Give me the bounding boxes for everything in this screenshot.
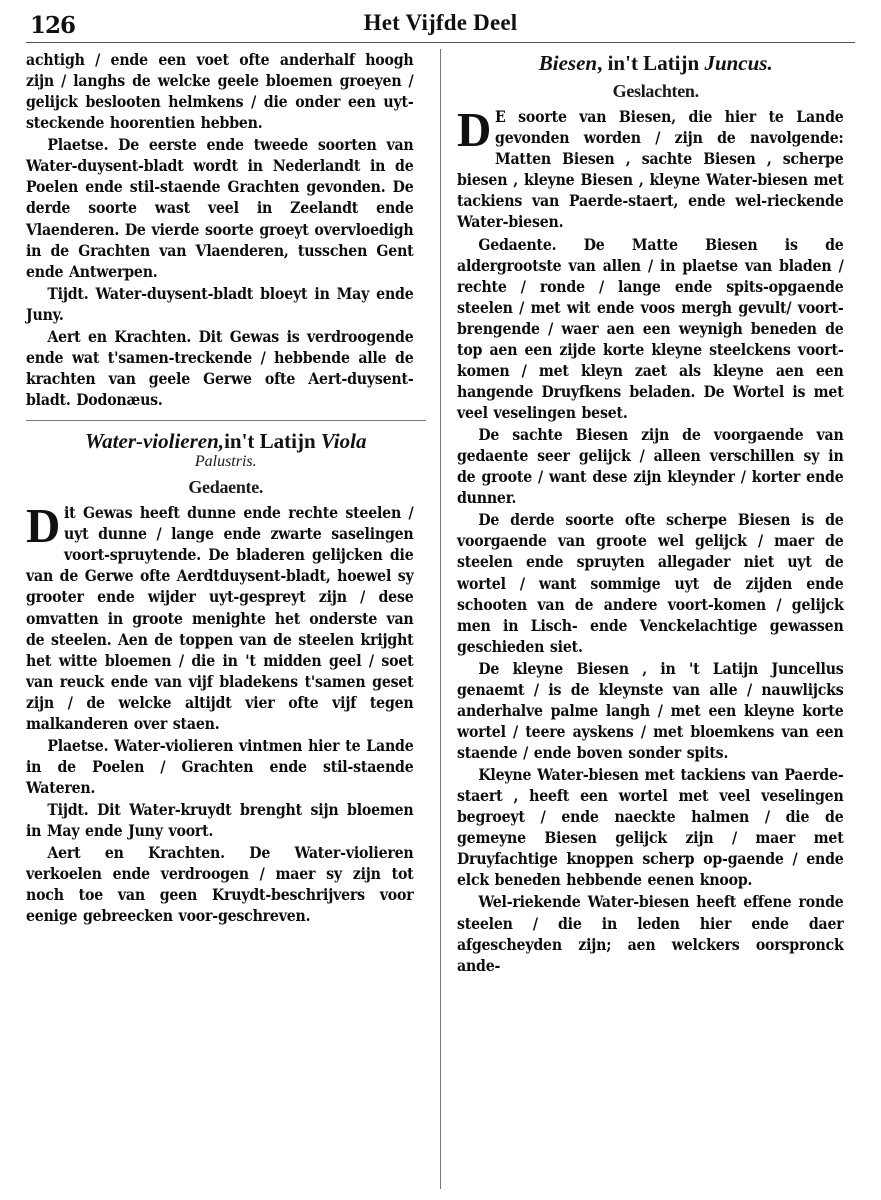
plant-latin-name-biesen: Juncus. xyxy=(704,51,773,75)
running-title: Het Vijfde Deel xyxy=(363,10,518,35)
paragraph-plaetse-2 xyxy=(26,735,414,798)
paragraph-sachte-biesen: De sachte Biesen zijn de voorgaende van gedaente seer gelijck / alleen verschillen sy in de groote / want dese zijn kleynder / korter ende dunner. xyxy=(456,425,844,508)
drop-cap: D xyxy=(26,498,61,554)
paragraph-kleyne-biesen: De kleyne Biesen , in 't Latijn Juncellus genaemt / is de kleynste van alle / nauwlijcks anderhalve palme langh / met een kleyne korte wortel / teere ayskens / met bloemkens van een staende / ende boven sonder spits. xyxy=(456,658,844,763)
section-text-gedaente-right: De Matte Biesen is de aldergrootste van allen / in plaetse van bladen / rechte / ronde / lange ende spits-opgaende steelen / met wit ende voos mergh gevult/ voort-brengende / waer aen een weynigh beneden de top aen een zijde korte kleyne steelckens voort-komen / met kleyn zaet als kleyne aen een hangende Druyfkens beladen. De Wortel is met veel veselingen beset. xyxy=(456,234,844,423)
plant-name-connector-biesen: , in't Latijn xyxy=(597,51,700,75)
paragraph-aert-en-krachten-2 xyxy=(26,842,414,926)
plant-name: Water-violieren, xyxy=(85,429,225,454)
paragraph-wel-riekende-water-biesen: Wel-riekende Water-biesen heeft effene ronde steelen / die in leden hier ende daer afgescheyden zijn; aen welckers oorspronck ande- xyxy=(456,892,844,975)
paragraph-gedaente-body xyxy=(26,498,414,734)
plant-name-biesen: Biesen xyxy=(538,51,598,75)
plant-latin-name: Viola xyxy=(320,429,367,454)
subheading-geslachten: Geslachten. xyxy=(612,81,699,102)
section-divider xyxy=(26,420,426,421)
page-header xyxy=(26,10,855,40)
geslachten-body-text: E soorte van Biesen, die hier te Lande gevonden worden / zijn de navolgende: Matten Biesen , sachte Biesen , scherpe biesen , kleyne Biesen , kleyne Water-biesen met tackiens van Paerde-staert, ende wel-rieckende Water-biesen. xyxy=(456,107,844,232)
left-column xyxy=(26,49,441,1189)
plant-heading-water-violieren xyxy=(26,429,426,453)
right-column xyxy=(441,49,856,1189)
drop-cap-right: D xyxy=(456,102,491,158)
plant-latin-name-second: Palustris. xyxy=(194,453,257,471)
plant-name-connector: in't Latijn xyxy=(224,429,316,454)
paragraph-aert-en-krachten xyxy=(26,326,414,410)
section-label-gedaente-right: Gedaente. xyxy=(477,234,556,254)
section-text-plaetse-2: Water-violieren vintmen hier te Lande in de Poelen / Grachten ende stil-staende Wateren. xyxy=(26,735,414,798)
section-text-tijdt-2: Dit Water-kruydt brenght sijn bloemen in May ende Juny voort. xyxy=(26,800,414,841)
paragraph-tijdt-2 xyxy=(26,799,414,841)
section-label-tijdt: Tijdt. xyxy=(47,283,89,303)
section-label-plaetse-2: Plaetse. xyxy=(47,735,109,755)
paragraph-plaetse xyxy=(26,134,414,281)
section-text-plaetse: De eerste ende tweede soorten van Water-duysent-bladt wordt in Nederlandt in de Poelen ende stil-staende Grachten gevonden. De derde soorte wast veel in Zeelandt ende Vlaenderen. De vierde soorte groeyt overvloedigh in de Grachten van Vlaenderen, tusschen Gent ende Antwerpen. xyxy=(26,135,414,281)
section-text-tijdt: Water-duysent-bladt bloeyt in May ende Juny. xyxy=(26,283,414,324)
paragraph-geslachten-body xyxy=(456,102,844,232)
continued-paragraph: achtigh / ende een voet ofte anderhalf hoogh zijn / langhs de welcke geele bloemen groeyen / gelijck beslooten helmkens / die onder een uyt-steckende hoorentien hebben. xyxy=(26,50,414,133)
section-label-plaetse: Plaetse. xyxy=(47,135,109,155)
section-label-aert-2: Aert en Krachten. xyxy=(47,843,225,863)
subheading-gedaente: Gedaente. xyxy=(188,477,264,498)
paragraph-tijdt xyxy=(26,283,414,325)
text-columns xyxy=(26,42,855,1189)
gedaente-body-text: it Gewas heeft dunne ende rechte steelen / uyt dunne / lange ende zwarte saselingen voort-spruytende. De bladeren gelijcken die van de Gerwe ofte Aerdtduysent-bladt, hoewel sy grooter ende wijder uyt-gespreyt zijn / dese omvatten in groote menighte het onderste van de steelen. Aen de toppen van de steelen krijght het witte bloemen / die in 't midden geel / soet van reuck ende van vijf bladekens t'samen geset zijn / de welcke altijdt vier ofte vijf tegen malkanderen over staen. xyxy=(26,503,414,733)
section-label-tijdt-2: Tijdt. xyxy=(47,800,89,820)
section-text-aert: Dit Gewas is verdroogende ende wat t'samen-treckende / hebbende alle de krachten van geele Gerwe ofte Aert-duysent-bladt. Dodonæus. xyxy=(26,326,414,409)
paragraph-scherpe-biesen: De derde soorte ofte scherpe Biesen is de voorgaende van groote wel gelijck / maer de steelen ende spruyten allegader niet uyt de wortel / want sommige uyt de zijden ende schooten van de andere voort-komen / gelijck men in Lisch- ende Venckelachtige gewassen geschieden siet. xyxy=(456,510,844,656)
paragraph-gedaente-matte-biesen xyxy=(457,234,844,424)
plant-heading-biesen xyxy=(457,51,856,75)
paragraph-kleyne-water-biesen: Kleyne Water-biesen met tackiens van Paerde-staert , heeft een wortel met veel veselingen begroeyt / ende naeckte halmen / die de gemeyne Biesen gelijck zijn / maer met Druyfachtige knoppen scherp op-gaende / ende elck beneden hebbende eenen knoop. xyxy=(456,765,844,890)
section-label-aert: Aert en Krachten. xyxy=(47,326,192,346)
page-number: 126 xyxy=(30,12,76,39)
section-text-aert-2: De Water-violieren verkoelen ende verdroogen / maer sy zijn tot noch toe van geen Kruydt-beschrijvers voor eenige gebreecken voor-geschreven. xyxy=(26,843,414,926)
